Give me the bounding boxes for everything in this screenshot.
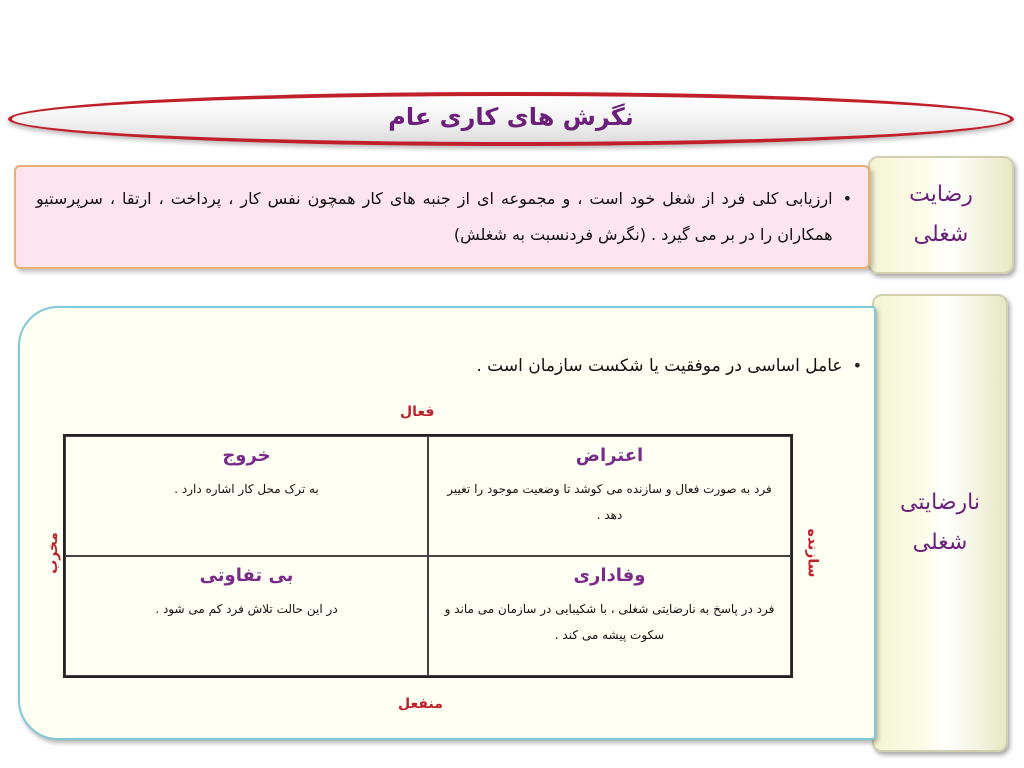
quadrant-voice-desc: فرد به صورت فعال و سازنده می کوشد تا وضعیت موجود را تغییر دهد . [447, 482, 772, 522]
bullet-icon: • [842, 189, 852, 208]
axis-label-destructive: مخرب [44, 532, 61, 574]
tab-job-satisfaction-line1: رضایت [909, 182, 973, 208]
quadrant-exit [65, 436, 428, 556]
tab-job-satisfaction-line2: شغلی [913, 222, 969, 247]
quadrant-loyalty-title: وفاداری [573, 565, 646, 586]
axis-label-active: فعال [400, 404, 435, 420]
page-title: نگرش های کاری عام [388, 103, 634, 131]
quadrant-loyalty [428, 556, 791, 676]
quadrant-neglect-title: بی تفاوتی [199, 565, 294, 586]
tab-job-satisfaction [868, 156, 1014, 274]
quadrant-loyalty-desc: فرد در پاسخ به نارضایتی شغلی ، با شکیبایی در سازمان می ماند و سکوت پیشه می کند . [444, 602, 775, 642]
quadrant-voice [428, 436, 791, 556]
response-matrix [63, 434, 793, 678]
tab-job-dissatisfaction-line1: نارضایتی [900, 490, 980, 516]
satisfaction-definition-text: ارزیابی کلی فرد از شغل خود است ، و مجموعه ای از جنبه های کار همچون نفس کار ، پرداخت ، ارتقا ، سرپرستیو همکاران را در بر می گیرد . (نگرش فردنسبت به شغلش) [36, 189, 833, 244]
satisfaction-definition-box [14, 165, 870, 269]
axis-label-passive: منفعل [398, 696, 443, 712]
quadrant-exit-title: خروج [222, 445, 271, 466]
axis-label-constructive: سازنده [804, 528, 821, 578]
tab-job-dissatisfaction [872, 294, 1008, 752]
bullet-icon: • [852, 356, 862, 375]
quadrant-voice-title: اعتراض [575, 445, 644, 466]
quadrant-neglect-desc: در این حالت تلاش فرد کم می شود . [155, 602, 338, 616]
dissatisfaction-statement-text: عامل اساسی در موفقیت یا شکست سازمان است . [476, 356, 843, 376]
quadrant-neglect [65, 556, 428, 676]
quadrant-exit-desc: به ترک محل کار اشاره دارد . [174, 482, 319, 496]
dissatisfaction-statement [476, 348, 862, 384]
title-banner [8, 92, 1014, 146]
tab-job-dissatisfaction-line2: شغلی [912, 530, 968, 555]
